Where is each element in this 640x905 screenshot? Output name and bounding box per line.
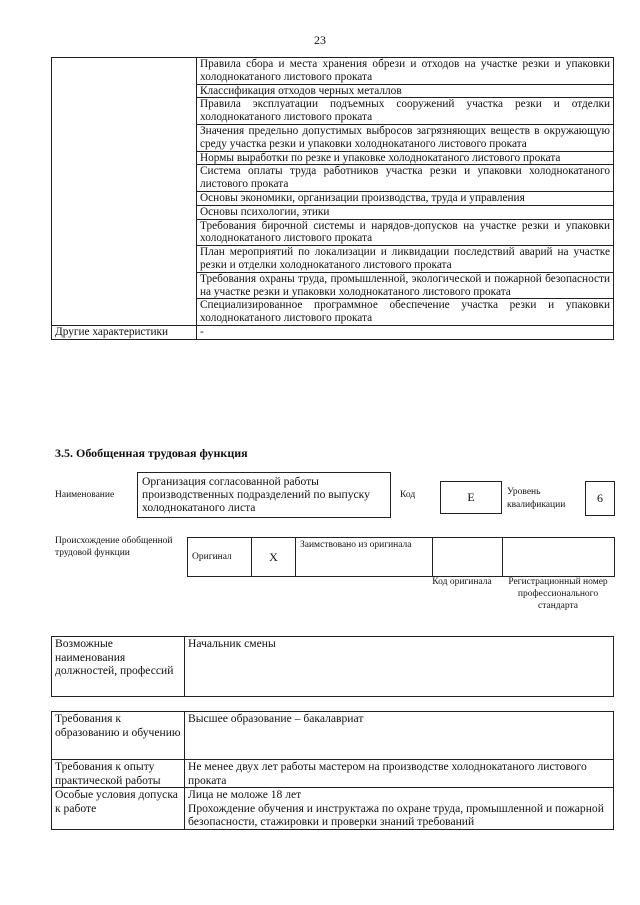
conditions-value: [185, 788, 614, 830]
knowledge-item: Правила эксплуатации подъемных сооружений участка резки и отделки холоднокатаного листового проката: [197, 98, 614, 125]
code-value: E: [440, 481, 502, 514]
positions-label: Возможные наименования должностей, профессий: [52, 637, 185, 697]
origin-reg-cell: [503, 538, 615, 577]
knowledge-row: [52, 58, 614, 85]
knowledge-item: Специализированное программное обеспечение участка резки и упаковки холоднокатаного листового проката: [197, 299, 614, 326]
education-label: Требования к образованию и обучению: [52, 712, 185, 760]
origin-reg-caption: Регистрационный номер профессионального стандарта: [508, 577, 608, 611]
requirements-table: [51, 711, 614, 830]
education-value: Высшее образование – бакалавриат: [185, 712, 614, 760]
origin-original-mark: X: [252, 538, 296, 577]
name-value: Организация согласованной работы производственных подразделений по выпуску холоднокатаного листа: [137, 472, 391, 518]
positions-value: Начальник смены: [185, 637, 614, 697]
knowledge-item: Требования бирочной системы и нарядов-допусков на участке резки и упаковки холоднокатаного листового проката: [197, 219, 614, 246]
knowledge-item: План мероприятий по локализации и ликвидации последствий аварий на участке резки и отделки холоднокатаного листового проката: [197, 246, 614, 273]
other-characteristics-label: Другие характеристики: [52, 325, 197, 339]
section-title: 3.5. Обобщенная трудовая функция: [55, 446, 248, 460]
knowledge-item: Значения предельно допустимых выбросов загрязняющих веществ в окружающую среду участка резки и упаковки холоднокатаного листового проката: [197, 124, 614, 151]
name-label: Наименование: [55, 490, 115, 500]
knowledge-item: Требования охраны труда, промышленной, экологической и пожарной безопасности на участке резки и упаковки холоднокатаного листового проката: [197, 272, 614, 299]
origin-code-caption: Код оригинала: [432, 577, 492, 587]
experience-value: Не менее двух лет работы мастером на производстве холоднокатаного листового проката: [185, 760, 614, 788]
origin-borrowed-label: Заимствовано из оригинала: [296, 538, 433, 577]
knowledge-rows: [52, 58, 614, 340]
positions-table: [51, 636, 614, 697]
other-characteristics-value: -: [197, 325, 614, 339]
conditions-label: Особые условия допуска к работе: [52, 788, 185, 830]
experience-label: Требования к опыту практической работы: [52, 760, 185, 788]
knowledge-left-cell: [52, 58, 197, 326]
code-label: Код: [400, 490, 416, 500]
origin-code-cell: [433, 538, 503, 577]
origin-table: [187, 537, 615, 577]
page-number: 23: [314, 33, 326, 47]
knowledge-item: Нормы выработки по резке и упаковке холоднокатаного листового проката: [197, 151, 614, 165]
origin-label: Происхождение обобщенной трудовой функции: [55, 536, 173, 558]
level-value: 6: [585, 481, 615, 516]
knowledge-item: Основы экономики, организации производства, труда и управления: [197, 191, 614, 205]
other-characteristics-row: [52, 325, 614, 339]
knowledge-item: Правила сбора и места хранения обрези и отходов на участке резки и упаковки холоднокатаного листового проката: [197, 58, 614, 85]
knowledge-item: Основы психологии, этики: [197, 205, 614, 219]
knowledge-item: Классификация отходов черных металлов: [197, 84, 614, 98]
origin-original-label: Оригинал: [188, 538, 252, 577]
knowledge-table: [51, 57, 614, 340]
knowledge-item: Система оплаты труда работников участка резки и упаковки холоднокатаного листового проката: [197, 165, 614, 192]
conditions-value-line-1: Лица не моложе 18 лет: [188, 788, 302, 801]
level-label: Уровень квалификации: [507, 487, 566, 510]
conditions-value-line-2: Прохождение обучения и инструктажа по охране труда, промышленной и пожарной безопасности, стажировки и проверки знаний требований: [188, 801, 604, 828]
